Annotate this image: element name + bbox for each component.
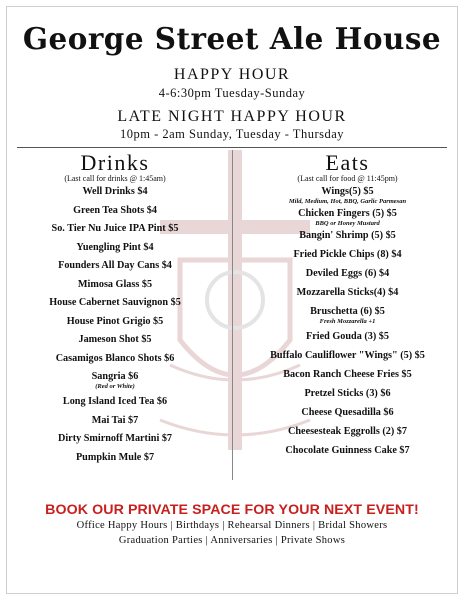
list-item: Fried Pickle Chips (8) $4 (293, 249, 402, 260)
list-item: Cheese Quesadilla $6 (301, 407, 394, 418)
page-title: George Street Ale House (22, 22, 442, 57)
late-night-times: 10pm - 2am Sunday, Tuesday - Thursday (119, 127, 345, 141)
happy-hour-title: HAPPY HOUR (173, 66, 291, 83)
list-item: Mozzarella Sticks(4) $4 (296, 287, 399, 298)
eats-last-call: (Last call for food @ 11:45pm) (297, 174, 398, 183)
list-item: Pretzel Sticks (3) $6 (304, 388, 391, 399)
list-item: House Pinot Grigio $5 (66, 315, 164, 327)
list-item: House Cabernet Sauvignon $5 (49, 297, 181, 308)
list-item: Sangria $6 (Red or White) (10, 371, 220, 396)
list-item: Bangin' Shrimp (5) $5 (299, 230, 396, 241)
list-item: Green Tea Shots $4 (73, 204, 157, 216)
list-item: Chicken Fingers (5) $5 BBQ or Honey Mustard (240, 208, 455, 230)
list-item: Yuengling Pint $4 (76, 241, 154, 253)
list-item: Fried Gouda (3) $5 (306, 331, 389, 342)
drinks-list (10, 186, 220, 470)
list-item: Chocolate Guinness Cake $7 (285, 445, 410, 456)
private-event-banner: BOOK OUR PRIVATE SPACE FOR YOUR NEXT EVENT! (45, 502, 419, 518)
eats-heading: Eats (325, 150, 370, 175)
list-item: Cheesesteak Eggrolls (2) $7 (288, 426, 407, 437)
list-item: Mimosa Glass $5 (77, 278, 153, 290)
list-item-note: BBQ or Honey Mustard (315, 220, 380, 227)
list-item: Bacon Ranch Cheese Fries $5 (283, 369, 412, 380)
list-item: Pumpkin Mule $7 (75, 451, 155, 463)
list-item: Founders All Day Cans $4 (58, 260, 172, 271)
late-night-title: LATE NIGHT HAPPY HOUR (117, 108, 347, 125)
header-divider (17, 147, 447, 148)
list-item: So. Tier Nu Juice IPA Pint $5 (51, 223, 179, 234)
event-types-line-1: Office Happy Hours | Birthdays | Rehearsal Dinners | Bridal Showers (76, 520, 388, 531)
list-item-note: (Red or White) (95, 383, 135, 390)
happy-hour-times: 4-6:30pm Tuesday-Sunday (158, 86, 306, 100)
list-item: Jameson Shot $5 (78, 334, 152, 345)
list-item: Well Drinks $4 (82, 186, 148, 197)
list-item: Bruschetta (6) $5 Fresh Mozzarella +1 (240, 306, 455, 331)
list-item: Casamigos Blanco Shots $6 (55, 352, 175, 364)
event-types-line-2: Graduation Parties | Anniversaries | Private Shows (118, 535, 346, 546)
list-item-note: Fresh Mozzarella +1 (319, 318, 376, 325)
list-item: Wings(5) $5 Mild, Medium, Hot, BBQ, Garlic Parmesan (240, 186, 455, 208)
list-item: Buffalo Cauliflower "Wings" (5) $5 (270, 350, 425, 361)
drinks-last-call: (Last call for drinks @ 1:45am) (64, 174, 166, 183)
column-divider (232, 150, 233, 480)
list-item: Dirty Smirnoff Martini $7 (57, 433, 173, 444)
eats-list (240, 186, 455, 464)
list-item-note: Mild, Medium, Hot, BBQ, Garlic Parmesan (288, 198, 407, 205)
list-item: Deviled Eggs (6) $4 (305, 268, 390, 279)
drinks-heading: Drinks (80, 150, 150, 175)
list-item: Long Island Iced Tea $6 (62, 396, 168, 407)
list-item: Mai Tai $7 (91, 414, 139, 426)
